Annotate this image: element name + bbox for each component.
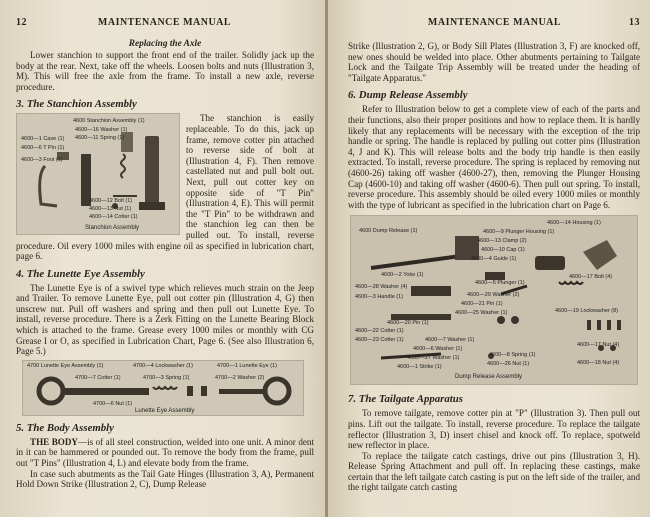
replace-axle-heading: Replacing the Axle xyxy=(128,39,202,49)
stanchion-illustration xyxy=(16,113,180,235)
label-lunette-nut: 4700—6 Nut (1) xyxy=(93,400,133,407)
label-lockwasher: 4700—4 Lockwasher (1) xyxy=(133,362,193,369)
stanchion-heading: 3. The Stanchion Assembly xyxy=(16,98,137,111)
label-cap: 4600—10 Cap (1) xyxy=(481,247,525,254)
label-washer-25: 4600—25 Washer (1) xyxy=(455,310,508,317)
right-page xyxy=(328,0,650,517)
stanchion-leg xyxy=(145,136,159,206)
label-washer-28: 4600—28 Washer (4) xyxy=(355,284,408,291)
plunger-housing xyxy=(535,256,565,270)
label-washer-7: 4600—7 Washer (1) xyxy=(425,337,475,344)
tailgate-heading: 7. The Tailgate Apparatus xyxy=(348,393,463,406)
dump-release-heading: 6. Dump Release Assembly xyxy=(348,89,468,102)
lunette-caption: Lunette Eye Assembly xyxy=(135,407,195,414)
label-nut-17: 4600—17 Nut (4) xyxy=(577,342,620,349)
label-housing: 4600—14 Housing (1) xyxy=(547,220,601,227)
lunette-spring xyxy=(153,387,177,389)
stanchion-caption: Stanchion Assembly xyxy=(85,225,140,232)
label-nut-18: 4600—18 Nut (4) xyxy=(577,360,620,367)
body-lead: THE BODY xyxy=(30,436,78,447)
label-dump-release: 4600 Dump Release (1) xyxy=(359,228,418,235)
replace-axle-text: Lower stanchion to support the front end of the trailer. Solidly jack up the body at the rear. Next, take off the wheels. Loosen bolts and nuts (Illustration 3, M). This will free the axle from the frame. To install a new axle, reverse procedure. xyxy=(16,50,314,92)
label-handle: 4600—3 Handle (1) xyxy=(355,294,404,301)
label-foot: 4600—3 Foot (1) xyxy=(21,157,63,164)
label-guide: 4600—4 Guide (1) xyxy=(471,256,517,263)
page-number: 13 xyxy=(629,17,640,28)
yoke-part xyxy=(411,286,451,296)
label-lunette-washer: 4700—2 Washer (2) xyxy=(215,374,265,381)
lunette-text: The Lunette Eye is of a swivel type which relieves much strain on the Jeep and Trailer. To remove Lunette Eye, pull out cotter pin (Illustration 4, G) then unscrew nut. Pull off washers and spring and then pull out Lunette Eye. To install, reverse procedure. There is a Zerk Fitting on the Lunette Bearing Block which is attached to the frame. Grease every 1000 miles or monthly with CG Grease I or O, as specified in Lubrication Chart, Page 6. (See also Illustration 6, Page 5.) xyxy=(16,282,314,357)
lunette-heading: 4. The Lunette Eye Assembly xyxy=(16,267,145,280)
label-lunette-spring: 4700—3 Spring (1) xyxy=(143,374,190,381)
running-header: MAINTENANCE MANUAL xyxy=(427,17,562,28)
label-nut-26: 4600—26 Nut (1) xyxy=(487,361,530,368)
dump-release-text: Refer to Illustration below to get a complete view of each of the parts and their functions, also their proper positions and how to replace them. It is hardly likely that any replacements will be necessary with the exception of the trip handle or spring. The handle is replaced by pulling out cotter pins (Illustration 4, J and K). This will release bolts and the body trip handle is then easily extracted. To install, reverse procedure. The spring is replaced by removing nut (4600-26) taking off washer (4600-27), then, removing the Plunger Housing Cap (4600-10) and taking off washer (4600-6). Then pull out spring. To install, reverse procedure. This assembly should be oiled every 1000 miles or monthly with the type of lubricant as specified in the lubrication chart on Page 6. xyxy=(348,104,640,210)
right-intro-text: Strike (Illustration 2, G), or Body Sill Plates (Illustration 3, F) are knocked off, new ones should be welded into place. Other abutments pertaining to Tailgate Lock and the Tailgate Trip Assembly will be treated under the heading of "Tailgate Apparatus." xyxy=(348,41,640,83)
label-washer-29: 4600—29 Washer (2) xyxy=(467,292,520,299)
lunette-eye-left xyxy=(39,379,63,403)
label-washer-27: 4600—27 Washer (1) xyxy=(407,355,460,362)
spring-part xyxy=(121,154,125,178)
label-nut: 4600—13 Nut (1) xyxy=(89,206,132,213)
label-clamp: 4600—13 Clamp (2) xyxy=(477,238,527,245)
label-cotter-23: 4600—23 Cotter (1) xyxy=(355,337,404,344)
running-header: MAINTENANCE MANUAL xyxy=(97,17,232,28)
label-lunette-assembly: 4700 Lunette Eye Assembly (1) xyxy=(27,362,104,369)
lunette-eye-right xyxy=(265,379,289,403)
label-bolt-17: 4600—17 Bolt (4) xyxy=(569,274,613,281)
label-plunger: 4600—5 Plunger (1) xyxy=(475,280,525,287)
handle-part xyxy=(371,256,461,268)
label-washer: 4600—16 Washer (1) xyxy=(75,127,128,134)
housing-part xyxy=(583,240,617,270)
t-pin-part xyxy=(40,166,57,206)
left-page-header xyxy=(16,0,314,29)
tailgate-text-1: To remove tailgate, remove cotter pin at "P" (Illustration 3). Then pull out pins. Lift out the tailgate. To install, reverse procedure. To replace the tailgate reflector (Illustration 3, D) insert chisel and knock off. To replace, spotweld new reflector in place. xyxy=(348,408,640,451)
guide-part xyxy=(485,272,505,280)
label-lunette-eye: 4700—1 Lunette Eye (1) xyxy=(217,362,277,369)
body-heading: 5. The Body Assembly xyxy=(16,421,114,434)
label-t-pin: 4600—6 T Pin (1) xyxy=(21,145,65,152)
dump-release-caption: Dump Release Assembly xyxy=(455,374,523,381)
label-bolt: 4600—12 Bolt (1) xyxy=(89,198,133,205)
label-pin-21: 4600—21 Pin (1) xyxy=(461,301,503,308)
lunette-shaft xyxy=(63,388,149,395)
tailgate-text-2: To replace the tailgate catch castings, drive out pins (Illustration 3, H). Release Spring Attachment and pull off. In replacing these castings, make certain that the left tailgate catch casting is put on the left side of the trailer, and the right tailgate catch casting xyxy=(348,450,640,493)
label-stanchion-assembly: 4600 Stanchion Assembly (1) xyxy=(73,118,145,125)
label-lockwasher-19: 4600—19 Lockwasher (8) xyxy=(555,308,618,315)
body-text-1: THE BODY—is of all steel construction, welded into one unit. A minor dent in it can be hammered or pounded out. To remove the body from the frame, pull out "T Pins" (Illustration 4, L) and elevate body from the frame. xyxy=(16,436,314,469)
label-cotter-22: 4600—22 Cotter (1) xyxy=(355,328,404,335)
label-spring-8: 4600—8 Spring (1) xyxy=(489,352,536,359)
label-cotter: 4600—14 Cotter (1) xyxy=(89,214,138,221)
stanchion-text: The stanchion is easily replaceable. To do this, jack up frame, remove cotter pin attached to reverse side of bolt at (Illustration 4, F). Then remove castellated nut and pull bolt out. Next, pull out cotter key on opposite side of "T Pin" (Illustration 4, E). This will permit the "T Pin" to be withdrawn and the stanchion leg can then be pulled out. To install, reverse procedure. Oil every 1000 miles with engine oil as specified in lubrication chart, page 6. xyxy=(16,113,314,262)
label-plunger-housing: 4600—9 Plunger Housing (1) xyxy=(483,229,555,236)
label-washer-6: 4600—6 Washer (1) xyxy=(413,346,463,353)
label-case: 4600—1 Case (1) xyxy=(21,136,65,143)
label-pin-20: 4600—20 Pin (1) xyxy=(387,320,429,327)
lunette-illustration xyxy=(22,360,304,416)
plunger-spring xyxy=(559,282,583,284)
label-yoke: 4600—2 Yoke (1) xyxy=(381,272,424,279)
dump-release-illustration xyxy=(350,215,638,385)
label-strike: 4600—1 Strike (1) xyxy=(397,364,442,371)
page-number: 12 xyxy=(16,17,27,28)
body-text-2: In case such abutments as the Tail Gate Hinges (Illustration 3, A), Permanent Hold Down Strike (Illustration 2, C), Dump Release xyxy=(16,468,314,490)
right-page-header xyxy=(348,0,640,29)
stanchion-foot xyxy=(139,202,165,210)
label-lunette-cotter: 4700—7 Cotter (1) xyxy=(75,374,121,381)
label-spring: 4600—11 Spring (1) xyxy=(75,135,125,142)
